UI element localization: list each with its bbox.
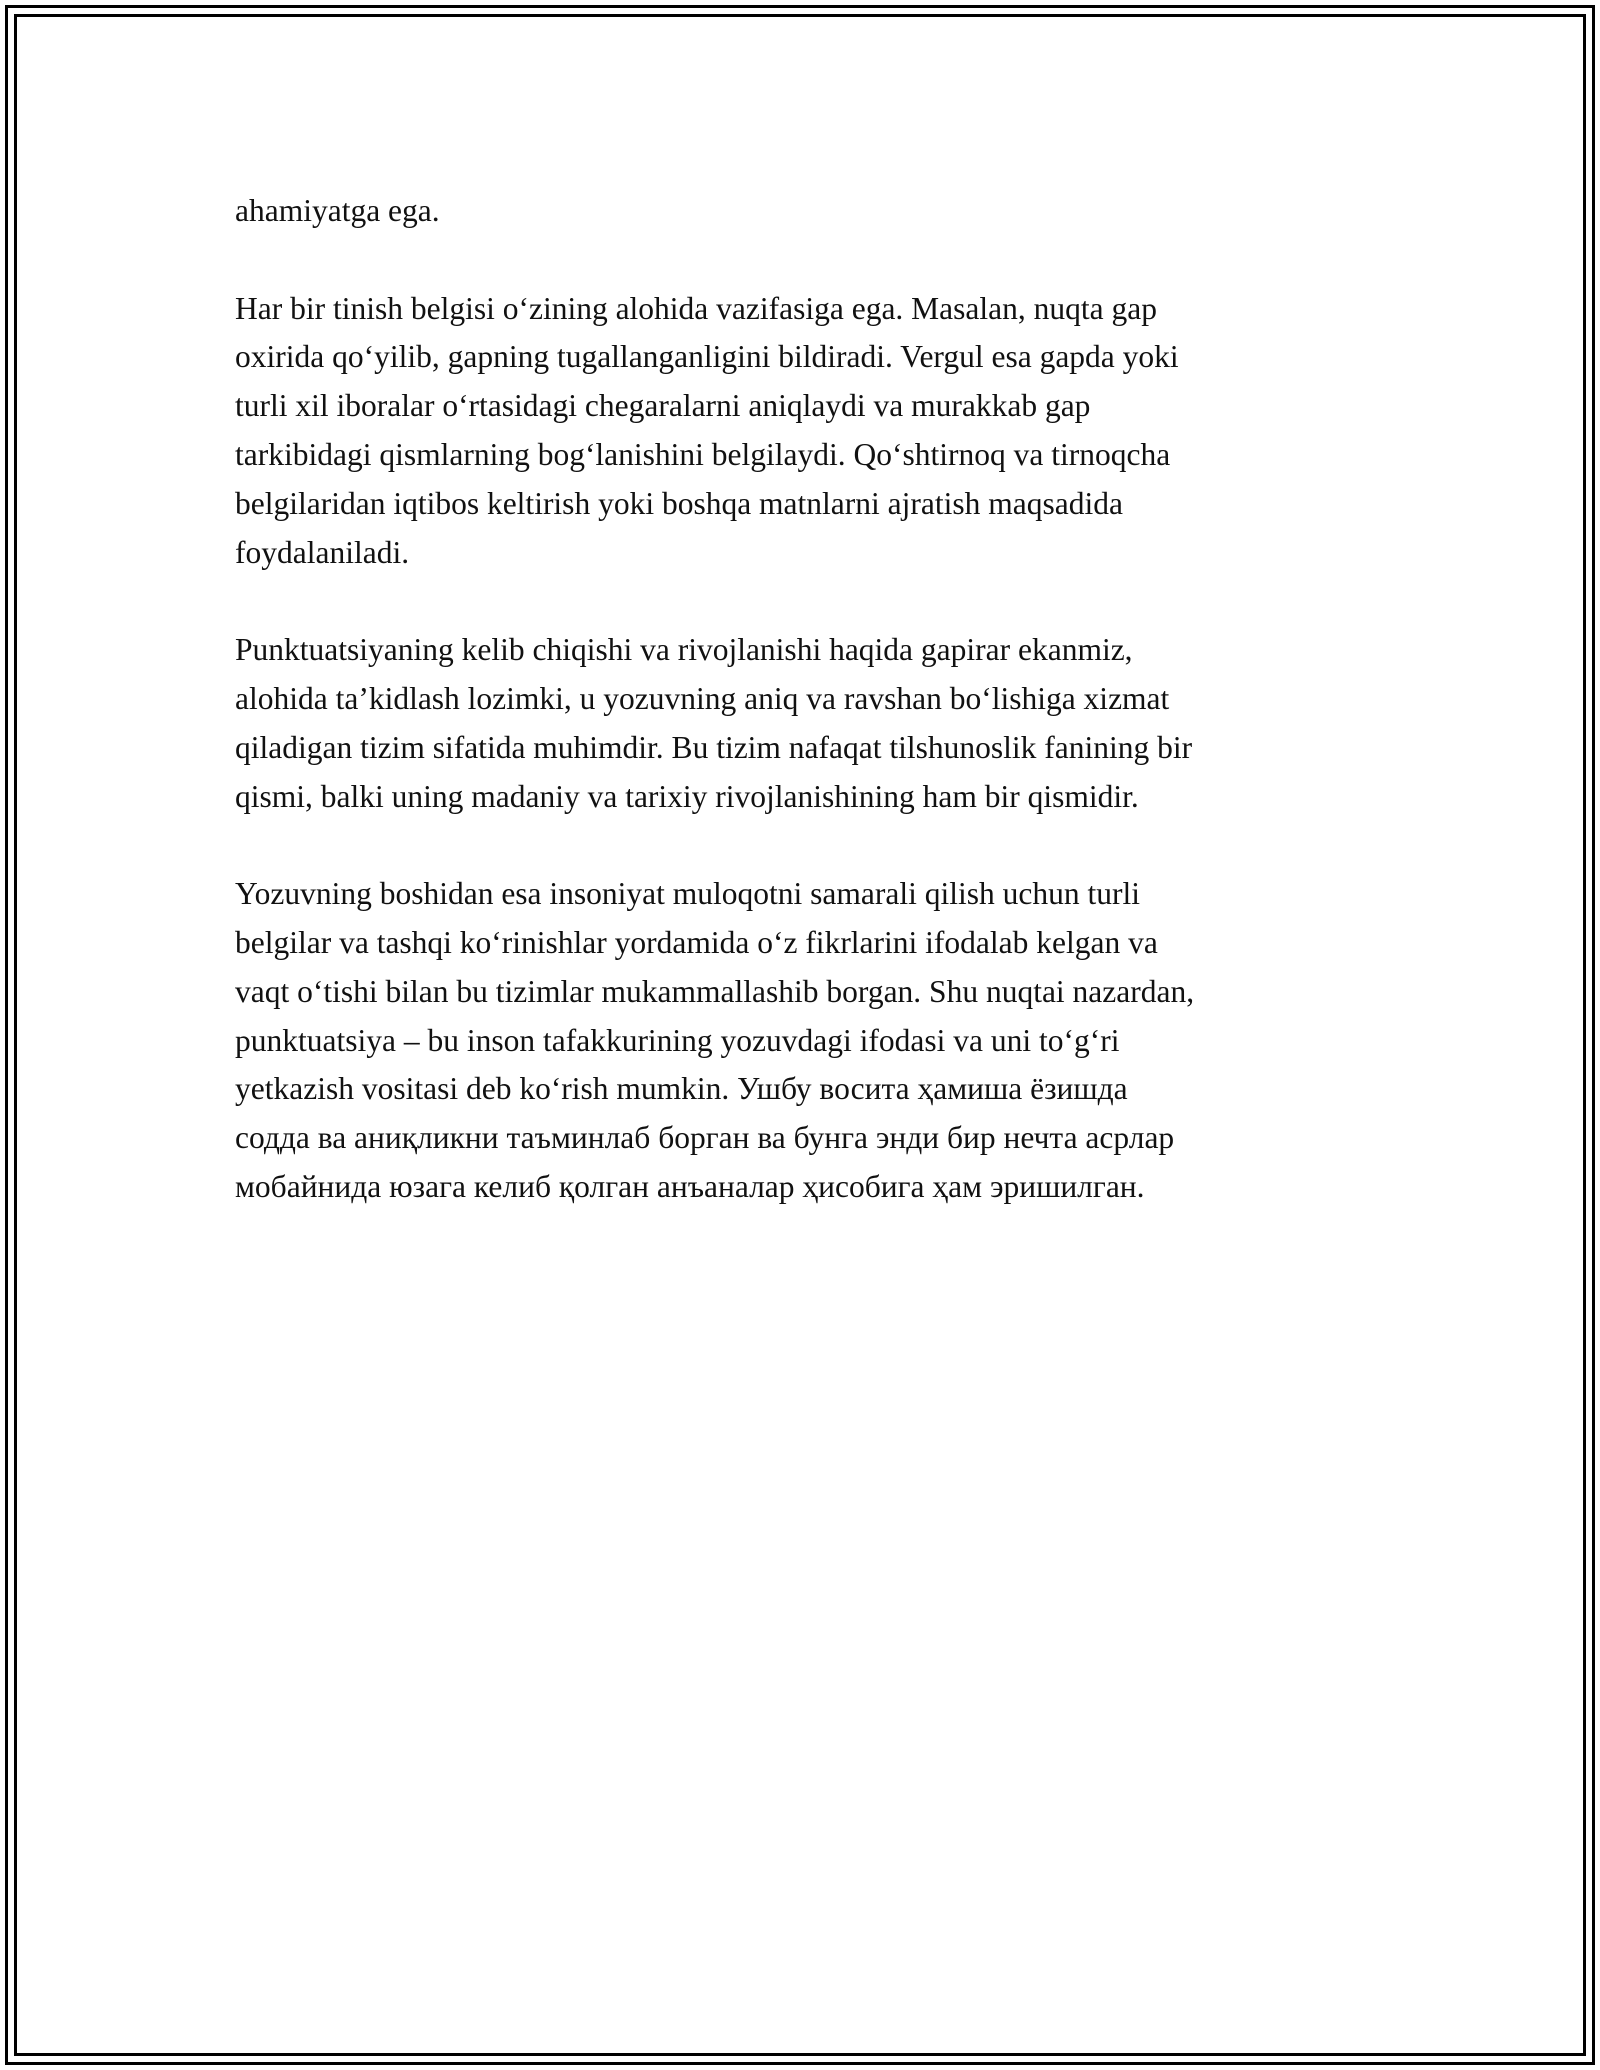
text-line: qiladigan tizim sifatida muhimdir. Bu tizim nafaqat tilshunoslik fanining bir [235,729,1193,765]
text-line: ahamiyatga ega. [235,193,440,228]
text-line: belgilar va tashqi ko‘rinishlar yordamida o‘z fikrlarini ifodalab kelgan va [235,924,1158,960]
paragraph-2 [235,285,1370,578]
text-line: vaqt o‘tishi bilan bu tizimlar mukammallashib borgan. Shu nuqtai nazardan, [235,973,1195,1009]
text-line: yetkazish vositasi deb ko‘rish mumkin. Ушбу восита ҳамиша ёзишда [235,1071,1128,1107]
text-line: punktuatsiya – bu inson tafakkurining yozuvdagi ifodasi va uni to‘g‘ri [235,1022,1120,1058]
text-line: belgilaridan iqtibos keltirish yoki boshqa matnlarni ajratish maqsadida [235,485,1123,521]
paragraph-4 [235,870,1370,1212]
text-line: мобайнида юзага келиб қолган анъаналар ҳисобига ҳам эришилган. [235,1168,1145,1204]
text-line: Yozuvning boshidan esa insoniyat muloqotni samarali qilish uchun turli [235,876,1140,912]
text-line: alohida ta’kidlash lozimki, u yozuvning aniq va ravshan bo‘lishiga xizmat [235,680,1170,716]
text-line: содда ва аниқликни таъминлаб борган ва бунга энди бир нечта асрлар [235,1120,1175,1156]
text-line: foydalaniladi. [235,534,410,570]
text-line: Punktuatsiyaning kelib chiqishi va rivojlanishi haqida gapirar ekanmiz, [235,632,1133,668]
text-line: qismi, balki uning madaniy va tarixiy rivojlanishining ham bir qismidir. [235,778,1139,814]
text-line: oxirida qo‘yilib, gapning tugallanganligini bildiradi. Vergul esa gapda yoki [235,339,1179,375]
text-line: tarkibidagi qismlarning bog‘lanishini belgilaydi. Qo‘shtirnoq va tirnoqcha [235,436,1171,472]
text-line: Har bir tinish belgisi o‘zining alohida vazifasiga ega. Masalan, nuqta gap [235,290,1157,326]
document-body [235,187,1370,1261]
paragraph-1 [235,187,1370,236]
paragraph-3 [235,626,1370,821]
text-line: turli xil iboralar o‘rtasidagi chegaralarni aniqlaydi va murakkab gap [235,388,1091,424]
